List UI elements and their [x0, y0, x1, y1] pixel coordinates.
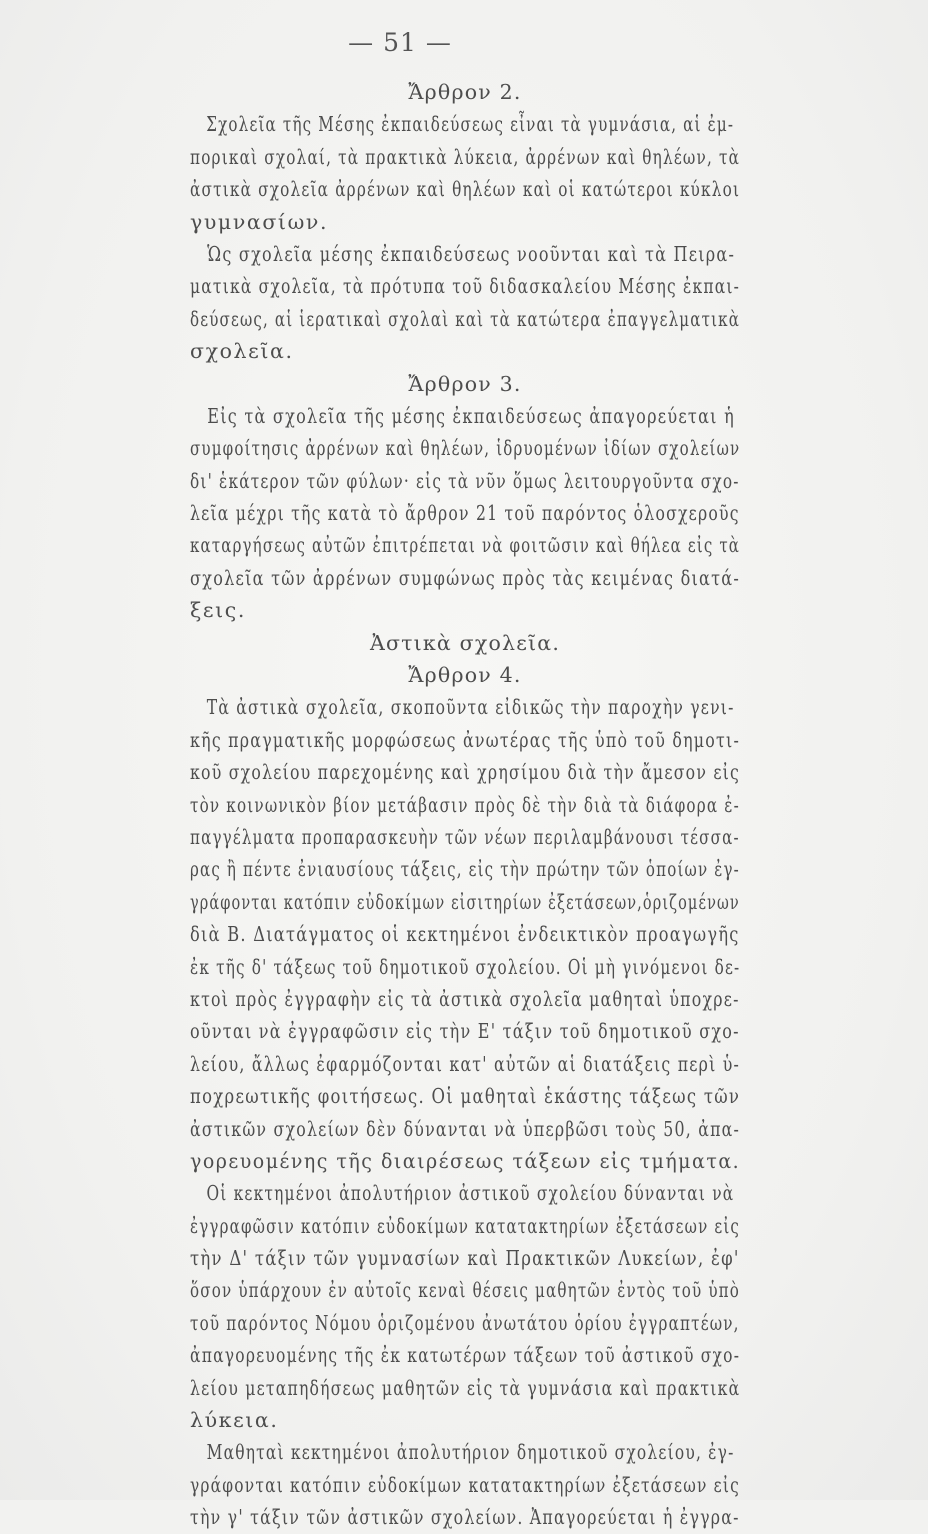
text-line: κτοὶ πρὸς ἐγγραφὴν εἰς τὰ ἀστικὰ σχολεῖα μαθηταὶ ὑποχρε- — [190, 986, 740, 1011]
text-line: Μαθηταὶ κεκτημένοι ἀπολυτήριον δημοτικοῦ σχολείου, ἐγ- — [206, 1440, 735, 1465]
article-heading: Ἄρθρον 2. — [408, 80, 522, 104]
text-line: σχολεῖα τῶν ἀρρένων συμφώνως πρὸς τὰς κειμένας διατά- — [190, 565, 741, 590]
text-line: διὰ Β. Διατάγματος οἱ κεκτημένοι ἐνδεικτικὸν προαγωγῆς — [190, 922, 740, 947]
text-line: ξεις. — [190, 598, 246, 623]
text-line: ἐκ τῆς δ' τάξεως τοῦ δημοτικοῦ σχολείου. Οἱ μὴ γινόμενοι δε- — [190, 954, 741, 979]
text-line: ὅσον ὑπάρχουν ἐν αὐτοῖς κεναὶ θέσεις μαθητῶν ἐντὸς τοῦ ὑπὸ — [190, 1278, 741, 1303]
text-line: γράφονται κατόπιν εὐδοκίμων εἰσιτηρίων ἐξετάσεων,ὁριζομένων — [190, 889, 740, 914]
text-line: δεύσεως, αἱ ἱερατικαὶ σχολαὶ καὶ τὰ κατώτερα ἐπαγγελματικὰ — [190, 306, 741, 331]
text-line: καταργήσεως αὐτῶν ἐπιτρέπεται νὰ φοιτῶσιν καὶ θήλεα εἰς τὰ — [190, 533, 741, 558]
text-line: παγγέλματα προπαρασκευὴν τῶν νέων περιλαμβάνουσι τέσσα- — [190, 824, 740, 849]
text-line: οῦνται νὰ ἐγγραφῶσιν εἰς τὴν Ε' τάξιν τοῦ δημοτικοῦ σχο- — [190, 1019, 740, 1044]
text-line: σχολεῖα. — [190, 339, 294, 364]
text-line: συμφοίτησις ἀρρένων καὶ θηλέων, ἱδρυομένων ἰδίων σχολείων — [190, 436, 741, 461]
text-line: ἀστικῶν σχολείων δὲν δύνανται νὰ ὑπερβῶσι τοὺς 50, ἀπα- — [190, 1116, 741, 1141]
text-line: ἀστικὰ σχολεῖα ἀρρένων καὶ θηλέων καὶ οἱ κατώτεροι κύκλοι — [190, 177, 741, 202]
text-line: ματικὰ σχολεῖα, τὰ πρότυπα τοῦ διδασκαλείου Μέσης ἐκπαι- — [190, 274, 741, 299]
text-line: πορικαὶ σχολαί, τὰ πρακτικὰ λύκεια, ἀρρένων καὶ θηλέων, τὰ — [190, 144, 741, 169]
text-line: Σχολεῖα τῆς Μέσης ἐκπαιδεύσεως εἶναι τὰ γυμνάσια, αἱ ἐμ- — [206, 112, 735, 137]
text-line: δι' ἑκάτερον τῶν φύλων· εἰς τὰ νῦν ὅμως λειτουργοῦντα σχο- — [190, 468, 740, 493]
text-line: κοῦ σχολείου παρεχομένης καὶ χρησίμου διὰ τὴν ἄμεσον εἰς — [190, 760, 741, 785]
text-line: λύκεια. — [190, 1408, 279, 1433]
text-line: λείου, ἄλλως ἐφαρμόζονται κατ' αὐτῶν αἱ διατάξεις περὶ ὑ- — [190, 1051, 741, 1076]
text-line: Τὰ ἀστικὰ σχολεῖα, σκοποῦντα εἰδικῶς τὴν παροχὴν γενι- — [206, 695, 735, 720]
text-line: λεῖα μέχρι τῆς κατὰ τὸ ἄρθρον 21 τοῦ παρόντος ὁλοσχεροῦς — [190, 501, 740, 526]
text-line: γορευομένης τῆς διαιρέσεως τάξεων εἰς τμήματα. — [190, 1148, 741, 1173]
text-line: Εἰς τὰ σχολεῖα τῆς μέσης ἐκπαιδεύσεως ἀπαγορεύεται ἡ — [207, 403, 735, 428]
text-line: τοῦ παρόντος Νόμου ὁριζομένου ἀνωτάτου ὁρίου ἐγγραπτέων, — [190, 1310, 740, 1335]
page-number: — 51 — — [348, 28, 452, 57]
text-line: ἀπαγορευομένης τῆς ἐκ κατωτέρων τάξεων τοῦ ἀστικοῦ σχο- — [190, 1343, 741, 1368]
text-line: τὸν κοινωνικὸν βίον μετάβασιν πρὸς δὲ τὴν διὰ τὰ διάφορα ἐ- — [190, 792, 740, 817]
text-line: γράφονται κατόπιν εὐδοκίμων κατατακτηρίων ἐξετάσεων εἰς — [190, 1472, 740, 1497]
text-line: ρας ἢ πέντε ἐνιαυσίους τάξεις, εἰς τὴν πρώτην τῶν ὁποίων ἐγ- — [190, 857, 740, 882]
text-line: Οἱ κεκτημένοι ἀπολυτήριον ἀστικοῦ σχολείου δύνανται νὰ — [206, 1181, 735, 1206]
text-line: λείου μεταπηδήσεως μαθητῶν εἰς τὰ γυμνάσια καὶ πρακτικὰ — [190, 1375, 741, 1400]
text-line: τὴν Δ' τάξιν τῶν γυμνασίων καὶ Πρακτικῶν Λυκείων, ἐφ' — [190, 1246, 740, 1271]
article-heading: Ἀστικὰ σχολεῖα. — [369, 630, 561, 655]
text-line: ἐγγραφῶσιν κατόπιν εὐδοκίμων κατατακτηρίων ἐξετάσεων εἰς — [190, 1213, 741, 1238]
text-line: γυμνασίων. — [190, 209, 329, 234]
text-line: Ὡς σχολεῖα μέσης ἐκπαιδεύσεως νοοῦνται καὶ τὰ Πειρα- — [207, 241, 736, 266]
article-heading: Ἄρθρον 3. — [408, 371, 522, 396]
document-body — [190, 76, 740, 1534]
text-line: ποχρεωτικῆς φοιτήσεως. Οἱ μαθηταὶ ἑκάστης τάξεως τῶν — [190, 1084, 741, 1109]
article-heading: Ἄρθρον 4. — [408, 663, 522, 688]
text-line: κῆς πραγματικῆς μορφώσεως ἀνωτέρας τῆς ὑπὸ τοῦ δημοτι- — [190, 727, 741, 752]
text-line: τὴν γ' τάξιν τῶν ἀστικῶν σχολείων. Ἀπαγορεύεται ἡ ἐγγρα- — [190, 1505, 740, 1530]
